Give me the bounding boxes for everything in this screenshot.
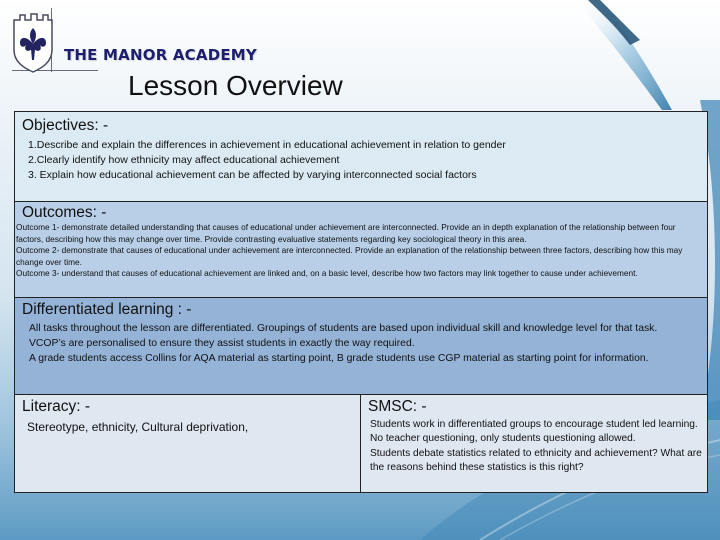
differentiated-item: All tasks throughout the lesson are differentiated. Groupings of students are based upon individual skill and knowledge level for that task. bbox=[29, 323, 658, 334]
differentiated-item: VCOP’s are personalised to ensure they assist students in exactly the way required. bbox=[29, 337, 415, 349]
outcomes-list bbox=[15, 222, 705, 280]
literacy-section bbox=[15, 395, 361, 492]
differentiated-heading: Differentiated learning : - bbox=[22, 301, 192, 318]
literacy-keywords: Stereotype, ethnicity, Cultural deprivation, bbox=[27, 420, 249, 434]
objectives-heading: Objectives: - bbox=[22, 117, 109, 134]
objectives-list bbox=[28, 138, 701, 183]
outcome-item: Outcome 3- understand that causes of educational achievement are linked and, on a basic level, describe how two factors may link together to cause under achievement. bbox=[16, 268, 638, 279]
differentiated-item: A grade students access Collins for AQA material as starting point, B grade students use CGP material as starting point for information. bbox=[29, 352, 649, 364]
smsc-item: Students debate statistics related to ethnicity and achievement? What are the reasons behind these statistics is this right? bbox=[370, 447, 702, 474]
outcomes-section bbox=[15, 202, 707, 298]
literacy-smsc-row bbox=[15, 395, 707, 492]
smsc-item: Students work in differentiated groups to encourage student led learning. No teacher questioning, only students questioning allowed. bbox=[370, 419, 698, 445]
literacy-heading: Literacy: - bbox=[22, 398, 91, 415]
differentiated-learning-section bbox=[15, 298, 707, 395]
differentiated-list bbox=[29, 322, 701, 366]
school-name: THE MANOR ACADEMY bbox=[64, 46, 257, 64]
outcome-item: Outcome 2- demonstrate that causes of educational under achievement are interconnected. Provide an explanation of the relationship between three factors, describing how this may change over time. bbox=[16, 245, 683, 267]
objective-item: 1.Describe and explain the differences in achievement in educational achievement in relation to gender bbox=[28, 139, 506, 151]
objective-item: 3. Explain how educational achievement can be affected by varying interconnected social factors bbox=[28, 169, 477, 181]
smsc-section bbox=[361, 395, 707, 492]
fleur-de-lis-crest-icon bbox=[12, 10, 58, 74]
lesson-overview-table bbox=[14, 111, 708, 493]
smsc-list bbox=[370, 418, 703, 476]
outcome-item: Outcome 1- demonstrate detailed understanding that causes of educational under achievement are interconnected. Provide an in depth explanation of the relationship between four factors, describing how this may change over time. Provide contrasting evaluative statements regarding key sociological theory in this area. bbox=[16, 222, 676, 244]
outcomes-heading: Outcomes: - bbox=[22, 204, 107, 221]
smsc-heading: SMSC: - bbox=[368, 398, 427, 415]
objective-item: 2.Clearly identify how ethnicity may affect educational achievement bbox=[28, 154, 340, 166]
objectives-section bbox=[15, 112, 707, 202]
page-title: Lesson Overview bbox=[128, 70, 343, 101]
